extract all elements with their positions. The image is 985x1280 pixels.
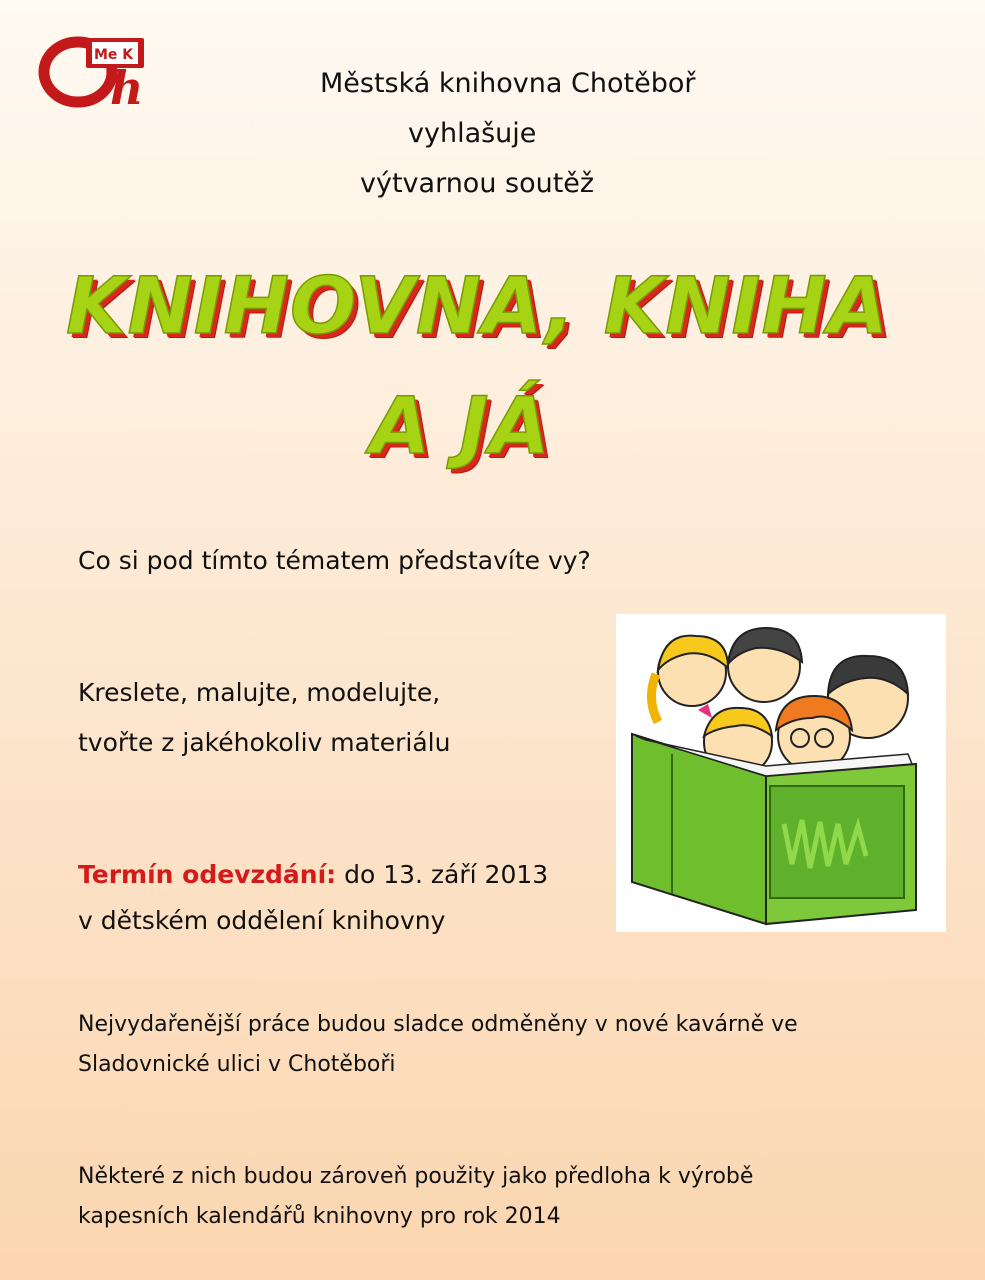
calendar-note-line-1: Některé z nich budou zároveň použity jako předloha k výrobě — [78, 1164, 754, 1189]
announces-text: vyhlašuje — [408, 118, 537, 149]
title-line-2: A JÁ — [370, 382, 551, 472]
library-logo — [38, 28, 163, 110]
logo-letter-h: h — [110, 61, 144, 110]
calendar-note-line-2: kapesních kalendářů knihovny pro rok 2014 — [78, 1204, 561, 1229]
reward-line-2: Sladovnické ulici v Chotěboři — [78, 1052, 396, 1077]
deadline-label: Termín odevzdání: — [78, 860, 337, 889]
logo-letters-top: Me K — [94, 47, 134, 63]
reward-line-1: Nejvydařenější práce budou sladce odměněny v nové kavárně ve — [78, 1012, 798, 1037]
instructions-line-1: Kreslete, malujte, modelujte, — [78, 678, 441, 707]
question-text: Co si pod tímto tématem představíte vy? — [78, 546, 591, 575]
contest-type: výtvarnou soutěž — [360, 168, 595, 199]
instructions-line-2: tvořte z jakéhokoliv materiálu — [78, 728, 451, 757]
deadline-place: v dětském oddělení knihovny — [78, 906, 446, 935]
children-reading-book-icon — [616, 614, 946, 932]
deadline-value: do 13. září 2013 — [344, 860, 549, 889]
title-line-1: KNIHOVNA, KNIHA — [66, 262, 890, 352]
deadline-line — [78, 860, 548, 889]
organization-name: Městská knihovna Chotěboř — [320, 68, 696, 99]
